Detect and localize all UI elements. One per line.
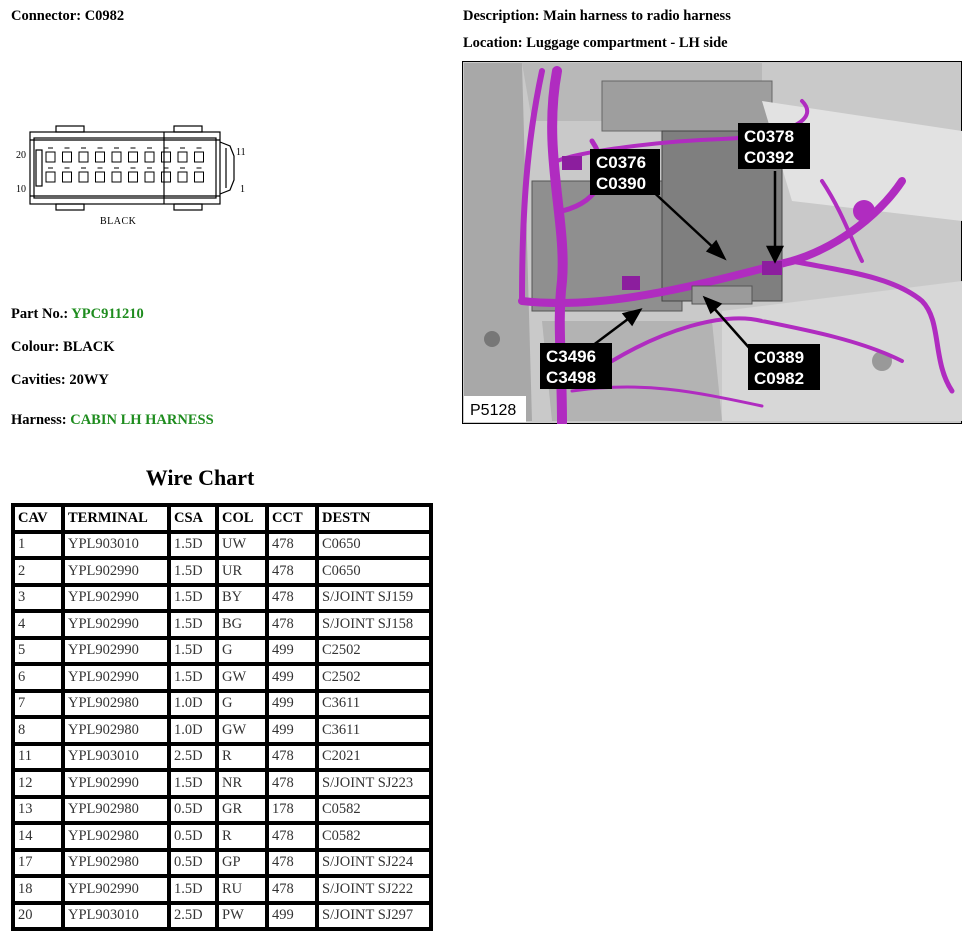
connector-cavity (178, 172, 187, 182)
cell-destn: C0582 (317, 797, 431, 824)
cell-col: R (217, 744, 267, 771)
cell-cct: 478 (267, 611, 317, 638)
table-row (13, 611, 431, 638)
connector-cavity (129, 172, 138, 182)
connector-cavity (96, 172, 105, 182)
connector-cavity (79, 152, 88, 162)
connector-label: Connector: (11, 8, 82, 24)
cell-cct: 478 (267, 876, 317, 903)
cell-col: RU (217, 876, 267, 903)
cell-cav: 18 (13, 876, 63, 903)
cavities-line (11, 372, 109, 389)
table-row (13, 770, 431, 797)
description-value: Main harness to radio harness (543, 8, 731, 24)
cell-csa: 1.5D (169, 532, 217, 559)
location-label: Location: (463, 35, 523, 51)
table-row (13, 876, 431, 903)
connector-cavity (195, 172, 204, 182)
cell-destn: C3611 (317, 717, 431, 744)
column-header-terminal: TERMINAL (63, 505, 169, 532)
cell-col: PW (217, 903, 267, 930)
cell-terminal: YPL902990 (63, 664, 169, 691)
cell-terminal: YPL903010 (63, 532, 169, 559)
callout-c0392: C0392 (744, 148, 795, 167)
cell-cav: 11 (13, 744, 63, 771)
cell-col: R (217, 823, 267, 850)
cell-terminal: YPL903010 (63, 744, 169, 771)
connector-cavity (112, 152, 121, 162)
cell-cav: 3 (13, 585, 63, 612)
cell-terminal: YPL902990 (63, 558, 169, 585)
cavities-label: Cavities: (11, 372, 66, 388)
cell-cct: 478 (267, 823, 317, 850)
connector-cavity (129, 152, 138, 162)
column-header-cct: CCT (267, 505, 317, 532)
cell-cct: 478 (267, 558, 317, 585)
colour-line (11, 339, 115, 356)
cell-csa: 1.5D (169, 611, 217, 638)
cell-destn: C2021 (317, 744, 431, 771)
cell-cav: 14 (13, 823, 63, 850)
cell-cct: 478 (267, 532, 317, 559)
connector-cavity (145, 152, 154, 162)
connector-cavity (63, 152, 72, 162)
cell-csa: 1.5D (169, 558, 217, 585)
cell-terminal: YPL902990 (63, 876, 169, 903)
wire-chart-header-row (13, 505, 431, 532)
pin-label-bottom-left: 10 (16, 184, 26, 195)
table-row (13, 903, 431, 930)
table-row (13, 823, 431, 850)
connector-cavity (96, 152, 105, 162)
cell-cav: 8 (13, 717, 63, 744)
table-row (13, 532, 431, 559)
cell-col: BY (217, 585, 267, 612)
cell-csa: 0.5D (169, 823, 217, 850)
cell-terminal: YPL902990 (63, 611, 169, 638)
column-header-destn: DESTN (317, 505, 431, 532)
cell-col: UR (217, 558, 267, 585)
callout-c0982: C0982 (754, 369, 805, 388)
colour-label: Colour: (11, 339, 60, 355)
wire-chart-title: Wire Chart (145, 465, 255, 490)
table-row (13, 664, 431, 691)
connector-cavity (63, 172, 72, 182)
connector-id: C0982 (84, 8, 125, 24)
location-photo (462, 61, 962, 424)
connector-inner-frame (34, 138, 216, 198)
cell-cct: 478 (267, 850, 317, 877)
harness-link[interactable]: CABIN LH HARNESS (70, 412, 214, 428)
column-header-csa: CSA (169, 505, 217, 532)
cell-terminal: YPL902990 (63, 770, 169, 797)
pin-grid (46, 148, 204, 182)
cell-col: UW (217, 532, 267, 559)
column-header-col: COL (217, 505, 267, 532)
callout-c0376: C0376 (596, 153, 647, 172)
connector-cavity (145, 172, 154, 182)
cell-cct: 478 (267, 585, 317, 612)
cell-col: GW (217, 664, 267, 691)
cell-terminal: YPL902980 (63, 823, 169, 850)
cell-csa: 1.5D (169, 876, 217, 903)
colour-value: BLACK (62, 339, 115, 355)
callout-c0378: C0378 (744, 127, 795, 146)
wire-chart-table (11, 503, 433, 931)
cell-destn: S/JOINT SJ297 (317, 903, 431, 930)
connector-cavity (162, 172, 171, 182)
cell-cav: 2 (13, 558, 63, 585)
connector-cavity (112, 172, 121, 182)
callout-c3498: C3498 (546, 368, 597, 387)
cell-destn: C0650 (317, 532, 431, 559)
description-label: Description: (463, 8, 540, 24)
cell-cav: 20 (13, 903, 63, 930)
cell-csa: 1.5D (169, 770, 217, 797)
cell-col: G (217, 691, 267, 718)
callout-c0389: C0389 (754, 348, 805, 367)
cell-col: GW (217, 717, 267, 744)
connector-face-diagram (14, 120, 250, 230)
callout-c0390: C0390 (596, 174, 647, 193)
connector-body (30, 132, 220, 204)
column-header-cav: CAV (13, 505, 63, 532)
harness-label: Harness: (11, 412, 67, 428)
cell-cav: 13 (13, 797, 63, 824)
cell-destn: S/JOINT SJ224 (317, 850, 431, 877)
cell-col: NR (217, 770, 267, 797)
cell-terminal: YPL902980 (63, 850, 169, 877)
table-row (13, 691, 431, 718)
table-row (13, 717, 431, 744)
table-row (13, 797, 431, 824)
cell-destn: S/JOINT SJ159 (317, 585, 431, 612)
connector-cavity (46, 172, 55, 182)
cell-terminal: YPL903010 (63, 903, 169, 930)
wire-chart-body (13, 532, 431, 930)
cell-terminal: YPL902980 (63, 717, 169, 744)
pin-label-top-left: 20 (16, 150, 26, 161)
cell-cct: 499 (267, 691, 317, 718)
connector-cavity (46, 152, 55, 162)
cell-destn: C2502 (317, 638, 431, 665)
table-row (13, 850, 431, 877)
cell-destn: C0650 (317, 558, 431, 585)
cell-cct: 478 (267, 770, 317, 797)
cell-csa: 1.5D (169, 585, 217, 612)
table-row (13, 638, 431, 665)
cell-col: GR (217, 797, 267, 824)
cell-csa: 2.5D (169, 903, 217, 930)
cell-cav: 5 (13, 638, 63, 665)
cell-col: G (217, 638, 267, 665)
cell-col: GP (217, 850, 267, 877)
cell-terminal: YPL902990 (63, 585, 169, 612)
part-no-label: Part No.: (11, 306, 69, 322)
connector-latch (220, 142, 234, 194)
cell-csa: 0.5D (169, 797, 217, 824)
cavities-value: 20WY (69, 372, 109, 388)
part-no-line (11, 306, 144, 323)
cell-cct: 178 (267, 797, 317, 824)
pin-label-top-right: 11 (236, 147, 246, 158)
connector-colour-caption: BLACK (100, 216, 137, 227)
cell-cav: 12 (13, 770, 63, 797)
connector-cavity (195, 152, 204, 162)
connector-heading (11, 8, 124, 25)
cell-csa: 0.5D (169, 850, 217, 877)
cell-cav: 1 (13, 532, 63, 559)
cell-csa: 1.0D (169, 691, 217, 718)
table-row (13, 744, 431, 771)
cell-terminal: YPL902990 (63, 638, 169, 665)
location-value: Luggage compartment - LH side (526, 35, 728, 51)
part-no-link[interactable]: YPC911210 (71, 306, 144, 322)
cell-destn: S/JOINT SJ222 (317, 876, 431, 903)
connector-cavity (162, 152, 171, 162)
cell-destn: S/JOINT SJ223 (317, 770, 431, 797)
connector-cavity (178, 152, 187, 162)
cell-cav: 4 (13, 611, 63, 638)
cell-col: BG (217, 611, 267, 638)
cell-destn: C0582 (317, 823, 431, 850)
pin-label-bottom-right: 1 (240, 184, 245, 195)
cell-csa: 1.0D (169, 717, 217, 744)
description-heading (463, 8, 731, 25)
cell-destn: C3611 (317, 691, 431, 718)
cell-cav: 17 (13, 850, 63, 877)
cell-cct: 499 (267, 638, 317, 665)
connector-cavity (79, 172, 88, 182)
cell-csa: 1.5D (169, 664, 217, 691)
table-row (13, 558, 431, 585)
cell-cct: 499 (267, 903, 317, 930)
cell-csa: 1.5D (169, 638, 217, 665)
harness-line (11, 412, 214, 429)
cell-destn: C2502 (317, 664, 431, 691)
cell-terminal: YPL902980 (63, 691, 169, 718)
cell-cct: 499 (267, 664, 317, 691)
image-ref-label: P5128 (470, 402, 517, 419)
cell-cav: 6 (13, 664, 63, 691)
cell-terminal: YPL902980 (63, 797, 169, 824)
table-row (13, 585, 431, 612)
cell-cav: 7 (13, 691, 63, 718)
cell-cct: 478 (267, 744, 317, 771)
callout-c3496: C3496 (546, 347, 597, 366)
cell-destn: S/JOINT SJ158 (317, 611, 431, 638)
cell-cct: 499 (267, 717, 317, 744)
location-heading (463, 35, 728, 52)
cell-csa: 2.5D (169, 744, 217, 771)
